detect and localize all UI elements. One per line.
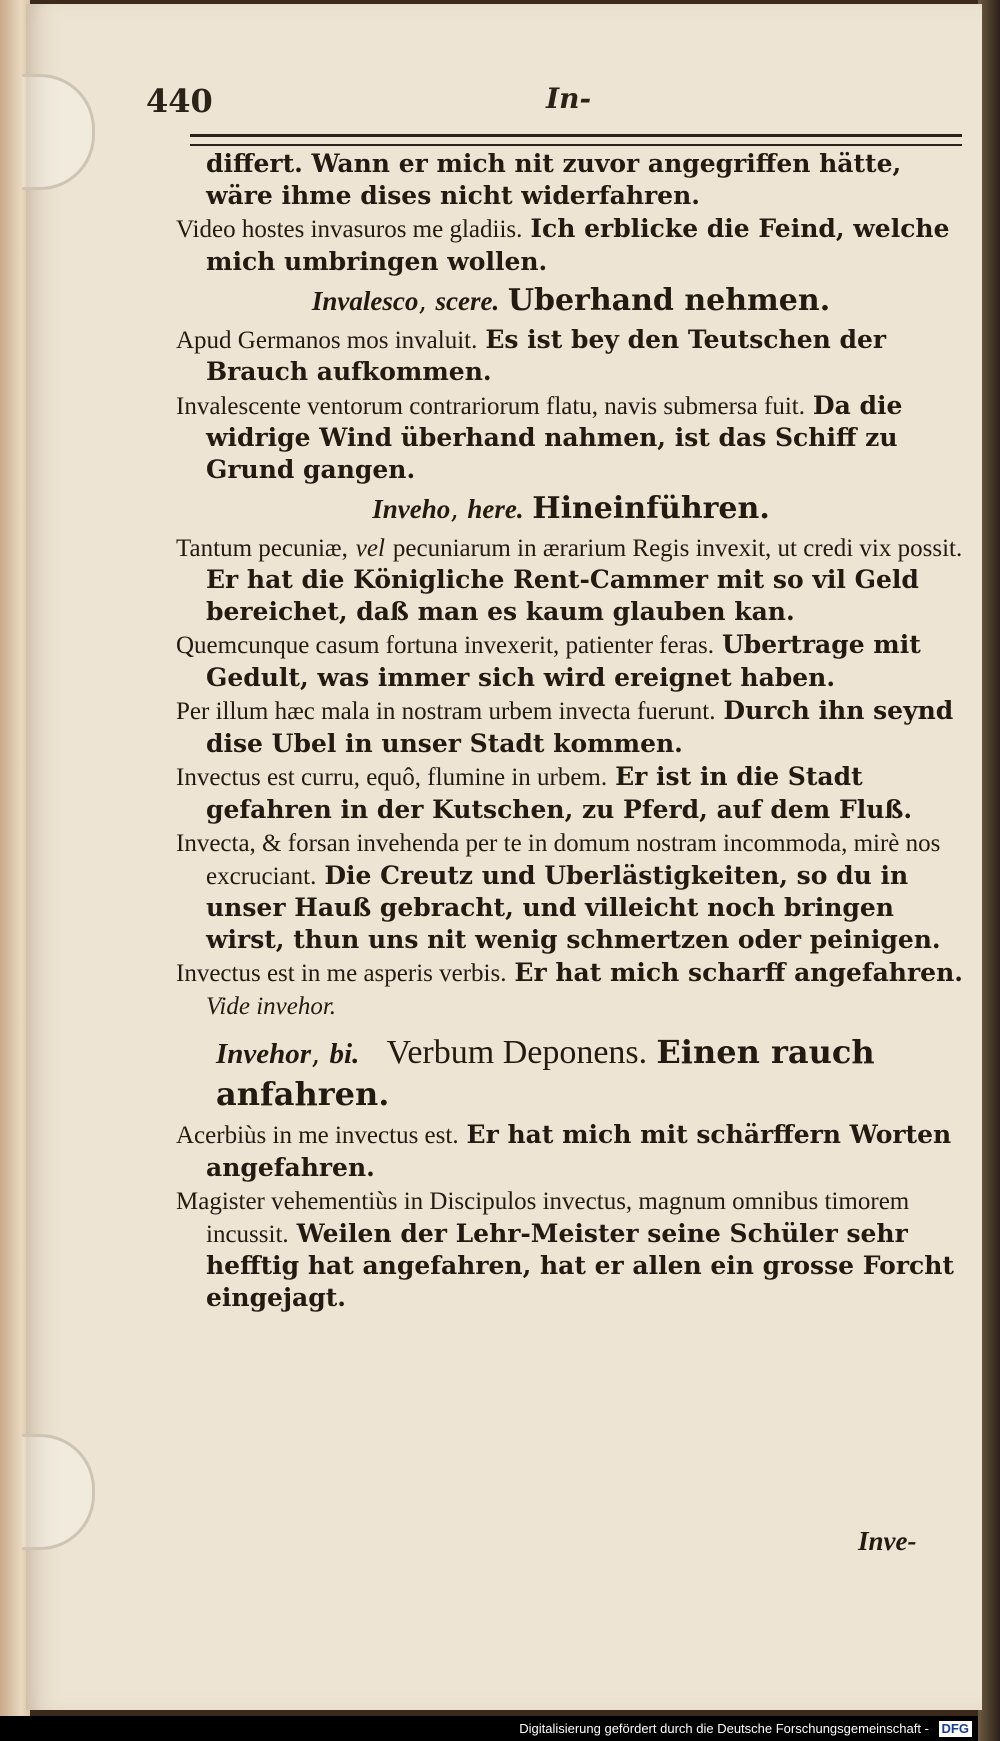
latin-text: Magister vehementiùs in Discipulos invectus, magnum omnibus timorem incussit. (176, 1188, 910, 1248)
headword-invehor: Invehor, bi. Verbum Deponens. Einen rauch anfahren. (216, 1033, 875, 1113)
page-clip-bottom (22, 1434, 95, 1550)
headword-lemma: Inveho (372, 494, 451, 524)
german-text: Die Creutz und Uberlästigkeiten, so du in unser Hauß gebracht, und villeicht noch bringen wirst, thun uns nit wenig schmertzen oder peinigen. (206, 860, 941, 954)
latin-text: Invectus est in me asperis verbis. (176, 960, 507, 987)
dfg-logo: DFG (939, 1721, 972, 1737)
latin-text: Invectus est curru, equô, flumine in urbem. (176, 764, 608, 791)
german-text: Ubertrage mit Gedult, was immer sich wird ereignet haben. (206, 630, 921, 692)
page-header (146, 82, 966, 122)
latin-text: Invecta, & forsan invehenda per te in domum nostram incommoda, mirè nos excruciant. (176, 830, 941, 890)
german-text: Da die widrige Wind überhand nahmen, ist das Schiff zu Grund gangen. (206, 390, 903, 484)
entry-tantum-pecuniae (176, 532, 966, 628)
cross-reference: Vide invehor. (206, 992, 337, 1020)
german-text: Er hat mich mit schärffern Worten angefahren. (206, 1120, 952, 1182)
latin-text: Apud Germanos mos invaluit. (176, 326, 478, 354)
latin-text: Per illum hæc mala in nostram urbem invecta fuerunt. (176, 698, 716, 725)
latin-text: Tantum pecuniæ, (176, 534, 348, 562)
headword-translation: Hineinführen. (532, 491, 770, 526)
entry-magister (176, 1185, 966, 1313)
headword-forms: scere. (435, 286, 500, 316)
entry-invectus-asperis (176, 957, 966, 1022)
german-text: Er ist in die Stadt gefahren in der Kutschen, zu Pferd, auf dem Fluß. (206, 762, 913, 824)
entry-acerbius (176, 1119, 966, 1183)
page-number: 440 (146, 82, 213, 120)
latin-text: Acerbiùs in me invectus est. (176, 1122, 459, 1149)
latin-text: Video hostes invasuros me gladiis. (176, 216, 523, 243)
entry-invectus-curru (176, 761, 966, 825)
footer-credit: Digitalisierung gefördert durch die Deutsche Forschungsgemeinschaft - (519, 1721, 929, 1736)
digitization-footer (0, 1716, 978, 1741)
headword-translation: Uberhand nehmen. (507, 283, 831, 318)
entry-per-illum (176, 695, 966, 759)
headword-inveho: Inveho, here. Hineinführen. (372, 491, 770, 526)
german-text: Er hat die Königliche Rent-Cammer mit so vil Geld bereichet, daß man es kaum glauben kan. (206, 565, 919, 626)
dictionary-text (176, 148, 966, 1315)
german-text: Weilen der Lehr-Meister seine Schüler sehr hefftig hat angefahren, hat er allen ein grosse Forcht eingejagt. (206, 1218, 954, 1312)
entry-video-hostes (176, 213, 966, 277)
entry-apud-germanos (176, 324, 966, 388)
entry-continuation (176, 148, 966, 211)
catchword: Inve- (858, 1526, 917, 1556)
entry-quemcunque (176, 629, 966, 693)
verb-type: Verbum Deponens. (386, 1034, 648, 1071)
headword-forms: bi. (329, 1038, 360, 1070)
german-text: differt. Wann er mich nit zuvor angegriffen hätte, wäre ihme dises nicht widerfahren. (206, 149, 902, 210)
headword-translation: Einen rauch anfahren. (216, 1033, 875, 1113)
latin-text: Quemcunque casum fortuna invexerit, patienter feras. (176, 632, 714, 659)
german-text: Er hat mich scharff angefahren. (514, 958, 963, 987)
headword-lemma: Invehor (216, 1038, 312, 1070)
latin-text: Invalescente ventorum contrariorum flatu, navis submersa fuit. (176, 392, 805, 420)
running-head: In- (546, 82, 592, 115)
header-rule (190, 134, 962, 146)
german-text: Es ist bey den Teutschen der Brauch aufkommen. (206, 324, 887, 386)
headword-forms: here. (467, 494, 524, 524)
latin-conjunction: vel (355, 534, 385, 562)
entry-invecta (176, 827, 966, 955)
entry-invalescente (176, 390, 966, 486)
german-text: Ich erblicke die Feind, welche mich umbringen wollen. (206, 214, 950, 276)
headword-lemma: Invalesco (311, 286, 419, 316)
german-text: Durch ihn seynd dise Ubel in unser Stadt kommen. (206, 696, 954, 758)
headword-invalesco: Invalesco, scere. Uberhand nehmen. (311, 283, 831, 318)
page-clip-top (22, 74, 95, 190)
latin-text: pecuniarum in ærarium Regis invexit, ut credi vix possit. (392, 534, 963, 562)
